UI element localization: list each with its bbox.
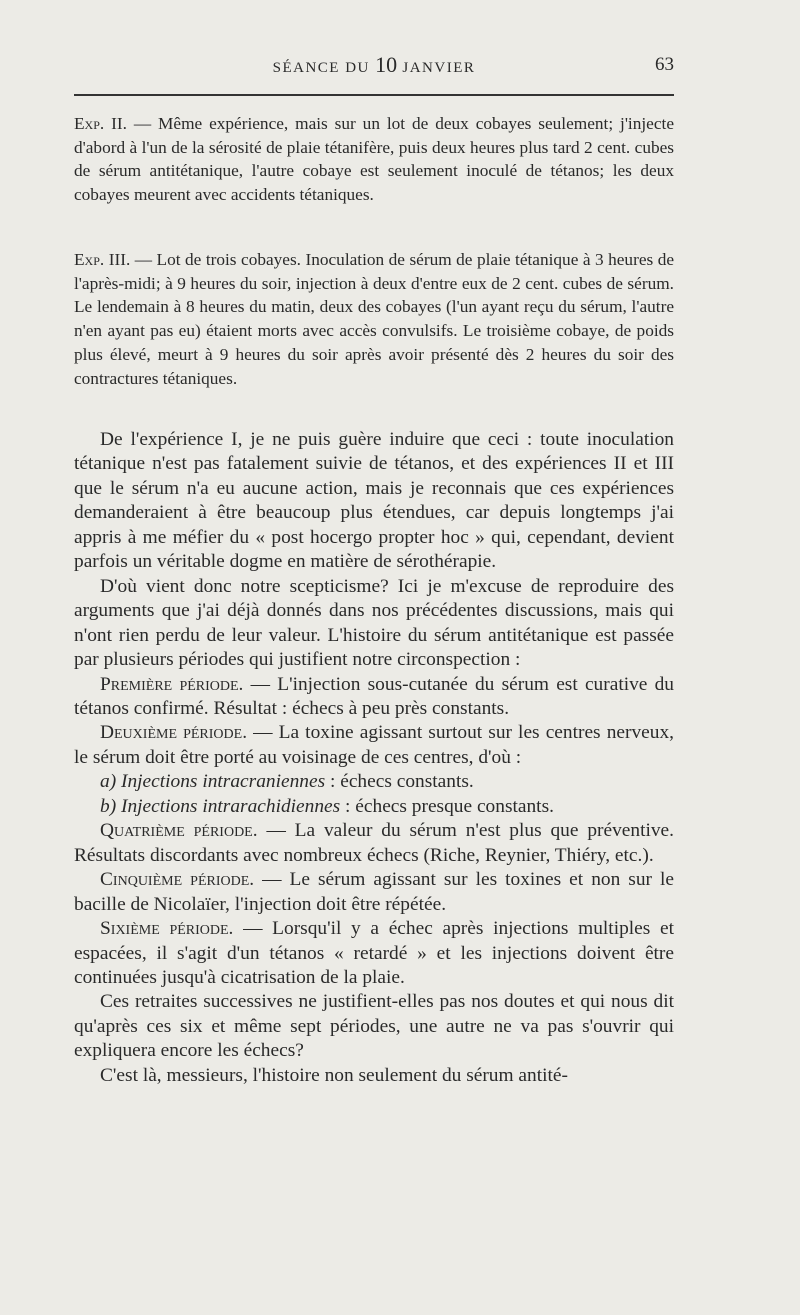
- item-rest: : échecs presque constants.: [340, 795, 554, 817]
- header-rule: [74, 94, 674, 96]
- item-italic: Injections intracraniennes: [121, 771, 326, 793]
- period-label: Cinquième période.: [100, 869, 255, 891]
- experiment-2: [74, 112, 674, 207]
- header-title-day: 10: [375, 52, 398, 77]
- period-4: [74, 819, 674, 868]
- experiment-3: [74, 248, 674, 390]
- period-2: [74, 721, 674, 770]
- period-text: — L'injection sous-cutanée du sérum est curative du tétanos confirmé. Résultat : échecs à peu près constants.: [74, 673, 675, 719]
- item-rest: : échecs constants.: [325, 771, 474, 793]
- paragraph: D'où vient donc notre scepticisme? Ici je m'excuse de reproduire des arguments que j'ai déjà donnés dans nos précédentes discussions, mais qui n'ont rien perdu de leur valeur. L'histoire du sérum antitétanique est passée par plusieurs périodes qui justifient notre circonspection :: [74, 575, 674, 671]
- experiment-text: — Lot de trois cobayes. Inoculation de sérum de plaie tétanique à 3 heures de l'après-midi; à 9 heures du soir, injection à deux d'entre eux de 2 cent. cubes de sérum. Le lendemain à 8 heures du matin, deux des cobayes (l'un ayant reçu du sérum, l'autre n'en ayant pas eu) étaient morts avec accès convulsifs. Le troisième cobaye, de poids plus élevé, meurt à 9 heures du soir après avoir présenté dès 2 heures du soir des contractures tétaniques.: [74, 250, 675, 388]
- period-6: [74, 917, 674, 990]
- period-text: — La valeur du sérum n'est plus que préventive. Résultats discordants avec nombreux échecs (Riche, Reynier, Thiéry, etc.).: [74, 820, 674, 866]
- period-label: Sixième période.: [100, 918, 234, 940]
- item-italic: Injections intrarachidiennes: [121, 795, 341, 817]
- list-item: [74, 795, 674, 819]
- period-label: Deuxième période.: [100, 722, 248, 744]
- experiment-label: Exp. II.: [74, 114, 127, 133]
- item-marker: b): [100, 795, 117, 817]
- header-title-prefix: SÉANCE DU: [272, 60, 370, 76]
- experiment-label: Exp. III.: [74, 250, 131, 269]
- period-label: Première période.: [100, 673, 244, 695]
- page-number: 63: [655, 54, 674, 75]
- period-text: — Le sérum agissant sur les toxines et non sur le bacille de Nicolaïer, l'injection doit être répétée.: [74, 869, 674, 915]
- running-header: [74, 52, 674, 82]
- paragraph: C'est là, messieurs, l'histoire non seulement du sérum antité-: [100, 1064, 568, 1086]
- list-item: [74, 770, 674, 794]
- header-title: [74, 52, 674, 78]
- period-label: Quatrième période.: [100, 820, 258, 842]
- item-marker: a): [100, 771, 117, 793]
- experiment-text: — Même expérience, mais sur un lot de deux cobayes seulement; j'injecte d'abord à l'un de la sérosité de plaie tétanifère, puis deux heures plus tard 2 cent. cubes de sérum antitétanique, l'autre cobaye est seulement inoculé de tétanos; les deux cobayes meurent avec accidents tétaniques.: [74, 114, 674, 205]
- period-text: — Lorsqu'il y a échec après injections multiples et espacées, il s'agit d'un tétanos « retardé » et les injections doivent être continuées jusqu'à cicatrisation de la plaie.: [74, 918, 674, 988]
- header-title-month: JANVIER: [402, 60, 476, 76]
- paragraph: Ces retraites successives ne justifient-elles pas nos doutes et qui nous dit qu'après ces six et même sept périodes, une autre ne va pas s'ouvrir qui expliquera encore les échecs?: [74, 991, 674, 1062]
- period-1: [74, 673, 674, 722]
- paragraph: De l'expérience I, je ne puis guère induire que ceci : toute inoculation tétanique n'est pas fatalement suivie de tétanos, et des expériences II et III que le sérum n'a eu aucune action, mais je reconnais que ces expériences demanderaient à être beaucoup plus étendues, car depuis longtemps j'ai appris à me méfier du « post hocergo propter hoc » qui, cependant, devient parfois un véritable dogme en matière de sérothérapie.: [74, 429, 674, 573]
- period-text: — La toxine agissant surtout sur les centres nerveux, le sérum doit être porté au voisinage de ces centres, d'où :: [74, 722, 674, 768]
- period-5: [74, 868, 674, 917]
- main-text: [74, 428, 674, 1088]
